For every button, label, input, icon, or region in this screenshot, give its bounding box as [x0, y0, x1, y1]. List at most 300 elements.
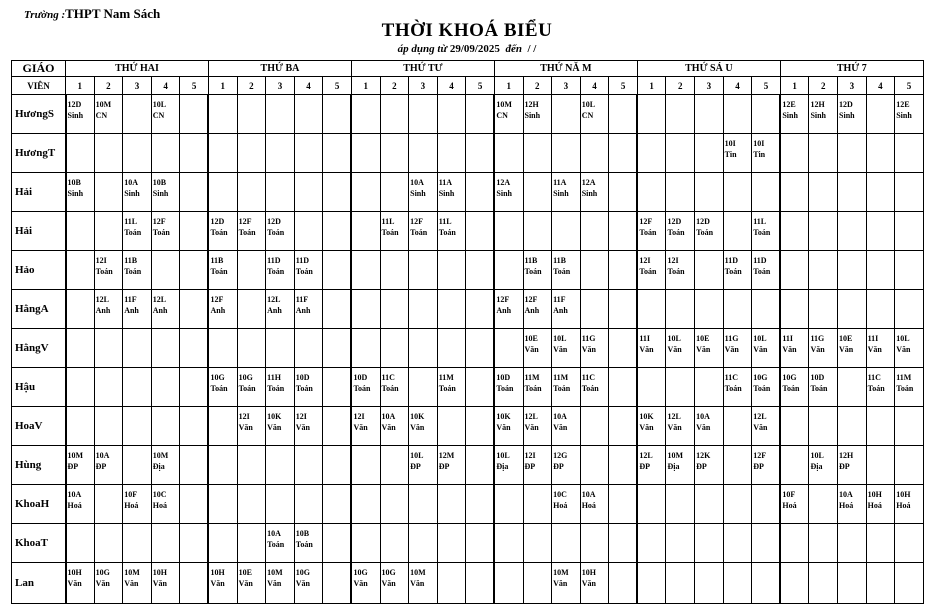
lesson-cell: [180, 95, 209, 134]
subject-name: Hoá: [124, 501, 139, 510]
class-code: 10K: [639, 412, 654, 421]
class-code: 12I: [353, 412, 365, 421]
lesson-cell: [351, 485, 380, 524]
subject-name: Văn: [410, 579, 425, 588]
lesson-cell: [752, 290, 781, 329]
subject-name: Sinh: [67, 111, 84, 120]
lesson-cell: [466, 524, 495, 563]
subject-name: ĐP: [639, 462, 651, 471]
subject-name: Văn: [67, 579, 82, 588]
subject-name: Hoá: [581, 501, 596, 510]
teacher-row: [12, 563, 924, 604]
lesson-cell: [323, 407, 352, 446]
class-code: 12H: [839, 451, 854, 460]
lesson-cell: [180, 407, 209, 446]
lesson-cell: [94, 329, 123, 368]
lesson-cell: [123, 407, 152, 446]
lesson-cell: [351, 173, 380, 212]
teacher-row: [12, 407, 924, 446]
lesson-cell: [780, 524, 809, 563]
lesson-cell: [66, 485, 95, 524]
subject-name: Văn: [753, 345, 768, 354]
lesson-cell: [552, 134, 581, 173]
lesson-cell: [866, 407, 895, 446]
lesson-cell: [723, 173, 752, 212]
class-code: 10G: [238, 373, 253, 382]
subject-name: Toán: [152, 228, 170, 237]
class-code: 10K: [410, 412, 425, 421]
lesson-cell: [94, 212, 123, 251]
class-code: 10K: [267, 412, 282, 421]
subject-name: Hoá: [553, 501, 568, 510]
lesson-cell: [409, 212, 438, 251]
teacher-row: [12, 329, 924, 368]
teacher-row: [12, 134, 924, 173]
period-number: 2: [94, 77, 123, 95]
lesson-cell: [609, 407, 638, 446]
class-code: 10A: [581, 490, 596, 499]
lesson-cell: [237, 134, 266, 173]
lesson-cell: [637, 95, 666, 134]
lesson-cell: [208, 290, 237, 329]
lesson-cell: [609, 290, 638, 329]
subject-name: Toán: [238, 384, 256, 393]
lesson-cell: [380, 290, 409, 329]
lesson-cell: [266, 251, 295, 290]
lesson-cell: [609, 524, 638, 563]
lesson-cell: [609, 95, 638, 134]
lesson-cell: [351, 212, 380, 251]
lesson-cell: [151, 251, 180, 290]
lesson-cell: [838, 95, 867, 134]
lesson-cell: [780, 212, 809, 251]
lesson-cell: [409, 563, 438, 604]
lesson-cell: [523, 563, 552, 604]
subject-name: Văn: [667, 423, 682, 432]
lesson-cell: [437, 446, 466, 485]
subject-name: Anh: [152, 306, 168, 315]
lesson-cell: [437, 134, 466, 173]
lesson-cell: [208, 524, 237, 563]
subject-name: Anh: [496, 306, 512, 315]
lesson-cell: [94, 524, 123, 563]
lesson-cell: [695, 563, 724, 604]
subject-name: Văn: [896, 345, 911, 354]
lesson-cell: [666, 368, 695, 407]
lesson-cell: [752, 524, 781, 563]
lesson-cell: [580, 329, 609, 368]
lesson-cell: [294, 251, 323, 290]
lesson-cell: [637, 290, 666, 329]
subject-name: ĐP: [410, 462, 421, 471]
subject-name: Văn: [753, 423, 768, 432]
lesson-cell: [809, 173, 838, 212]
class-code: 11I: [867, 334, 879, 343]
lesson-cell: [208, 446, 237, 485]
lesson-cell: [895, 446, 924, 485]
class-code: 10L: [810, 451, 824, 460]
period-number: 2: [523, 77, 552, 95]
lesson-cell: [409, 407, 438, 446]
subject-name: ĐP: [67, 462, 79, 471]
lesson-cell: [752, 173, 781, 212]
lesson-cell: [208, 485, 237, 524]
lesson-cell: [237, 524, 266, 563]
class-code: 10M: [124, 568, 140, 577]
lesson-cell: [695, 485, 724, 524]
lesson-cell: [637, 563, 666, 604]
lesson-cell: [180, 446, 209, 485]
subject-name: Văn: [353, 579, 368, 588]
lesson-cell: [809, 290, 838, 329]
class-code: 12L: [95, 295, 109, 304]
subject-name: CN: [152, 111, 165, 120]
lesson-cell: [323, 524, 352, 563]
lesson-cell: [866, 173, 895, 212]
class-code: 10M: [667, 451, 684, 460]
subject-name: Hoá: [896, 501, 911, 510]
lesson-cell: [838, 446, 867, 485]
applied-date-line: [0, 43, 934, 55]
lesson-cell: [437, 251, 466, 290]
lesson-cell: [895, 173, 924, 212]
lesson-cell: [380, 485, 409, 524]
lesson-cell: [180, 212, 209, 251]
teacher-name: Hùng: [12, 446, 66, 485]
lesson-cell: [580, 485, 609, 524]
subject-name: Toán: [381, 228, 399, 237]
subject-name: Toán: [867, 384, 885, 393]
period-number: 2: [380, 77, 409, 95]
subject-name: ĐP: [553, 462, 564, 471]
class-code: 11B: [524, 256, 538, 265]
subject-name: Toán: [753, 267, 771, 276]
subject-name: Sinh: [67, 189, 84, 198]
period-number: 5: [895, 77, 924, 95]
lesson-cell: [838, 485, 867, 524]
lesson-cell: [809, 563, 838, 604]
teacher-name: KhoaT: [12, 524, 66, 563]
lesson-cell: [780, 173, 809, 212]
lesson-cell: [266, 524, 295, 563]
lesson-cell: [666, 173, 695, 212]
lesson-cell: [552, 563, 581, 604]
lesson-cell: [895, 95, 924, 134]
lesson-cell: [695, 368, 724, 407]
lesson-cell: [437, 368, 466, 407]
lesson-cell: [123, 95, 152, 134]
lesson-cell: [838, 173, 867, 212]
subject-name: Toán: [724, 267, 742, 276]
class-code: 10G: [753, 373, 768, 382]
lesson-cell: [437, 290, 466, 329]
period-number: 1: [208, 77, 237, 95]
lesson-cell: [237, 563, 266, 604]
lesson-cell: [94, 407, 123, 446]
lesson-cell: [552, 212, 581, 251]
lesson-cell: [609, 563, 638, 604]
class-code: 12I: [238, 412, 250, 421]
lesson-cell: [237, 329, 266, 368]
lesson-cell: [294, 524, 323, 563]
lesson-cell: [780, 329, 809, 368]
lesson-cell: [895, 134, 924, 173]
period-header-row: [12, 77, 924, 95]
lesson-cell: [666, 95, 695, 134]
school-prefix: Trường :: [24, 9, 66, 21]
class-code: 11M: [896, 373, 912, 382]
class-code: 10M: [410, 568, 426, 577]
lesson-cell: [409, 134, 438, 173]
lesson-cell: [123, 134, 152, 173]
day-header: THỨ HAI: [66, 61, 209, 77]
subject-name: Văn: [210, 579, 225, 588]
lesson-cell: [409, 173, 438, 212]
lesson-cell: [609, 446, 638, 485]
lesson-cell: [123, 485, 152, 524]
class-code: 11C: [724, 373, 738, 382]
subject-name: Văn: [267, 579, 282, 588]
lesson-cell: [866, 329, 895, 368]
lesson-cell: [151, 485, 180, 524]
lesson-cell: [94, 563, 123, 604]
lesson-cell: [666, 407, 695, 446]
lesson-cell: [323, 95, 352, 134]
class-code: 12F: [639, 217, 653, 226]
lesson-cell: [66, 524, 95, 563]
lesson-cell: [637, 446, 666, 485]
subject-name: Văn: [553, 423, 568, 432]
teacher-row: [12, 290, 924, 329]
class-code: 11D: [267, 256, 281, 265]
lesson-cell: [752, 95, 781, 134]
lesson-cell: [723, 134, 752, 173]
subject-name: Văn: [639, 423, 654, 432]
class-code: 11C: [381, 373, 395, 382]
class-code: 12L: [753, 412, 767, 421]
lesson-cell: [123, 329, 152, 368]
timetable: [11, 60, 924, 604]
lesson-cell: [123, 368, 152, 407]
subject-name: Văn: [95, 579, 110, 588]
lesson-cell: [695, 329, 724, 368]
lesson-cell: [351, 446, 380, 485]
lesson-cell: [838, 212, 867, 251]
subject-name: CN: [496, 111, 508, 120]
lesson-cell: [351, 290, 380, 329]
lesson-cell: [580, 368, 609, 407]
class-code: 11M: [438, 373, 454, 382]
period-number: 1: [494, 77, 523, 95]
class-code: 11C: [581, 373, 596, 382]
lesson-cell: [66, 563, 95, 604]
class-code: 11D: [724, 256, 738, 265]
lesson-cell: [666, 251, 695, 290]
class-code: 10E: [524, 334, 538, 343]
lesson-cell: [780, 407, 809, 446]
class-code: 10C: [553, 490, 567, 499]
subject-name: Toán: [810, 384, 828, 393]
class-code: 11M: [524, 373, 540, 382]
lesson-cell: [552, 173, 581, 212]
lesson-cell: [437, 329, 466, 368]
period-number: 4: [580, 77, 609, 95]
lesson-cell: [695, 446, 724, 485]
teacher-name: Hải: [12, 173, 66, 212]
subject-name: Văn: [810, 345, 825, 354]
lesson-cell: [66, 251, 95, 290]
class-code: 12H: [524, 100, 539, 109]
class-code: 11F: [295, 295, 309, 304]
lesson-cell: [294, 368, 323, 407]
lesson-cell: [409, 485, 438, 524]
day-header: THỨ TƯ: [351, 61, 494, 77]
subject-name: Sinh: [152, 189, 169, 198]
lesson-cell: [666, 485, 695, 524]
subject-name: Anh: [267, 306, 282, 315]
lesson-cell: [637, 134, 666, 173]
lesson-cell: [780, 251, 809, 290]
subject-name: Toán: [753, 384, 771, 393]
lesson-cell: [294, 95, 323, 134]
school-name: THPT Nam Sách: [65, 6, 161, 21]
class-code: 11A: [438, 178, 453, 187]
subject-name: Toán: [124, 267, 142, 276]
teacher-row: [12, 446, 924, 485]
lesson-cell: [523, 251, 552, 290]
class-code: 10L: [581, 100, 596, 109]
lesson-cell: [752, 446, 781, 485]
lesson-cell: [151, 290, 180, 329]
class-code: 10F: [124, 490, 138, 499]
subject-name: Toán: [267, 228, 285, 237]
lesson-cell: [752, 485, 781, 524]
class-code: 12F: [496, 295, 510, 304]
teacher-name: Hảo: [12, 251, 66, 290]
lesson-cell: [895, 290, 924, 329]
lesson-cell: [294, 407, 323, 446]
lesson-cell: [637, 212, 666, 251]
class-code: 11B: [553, 256, 566, 265]
lesson-cell: [266, 329, 295, 368]
lesson-cell: [895, 251, 924, 290]
lesson-cell: [580, 251, 609, 290]
subject-name: Toán: [581, 384, 599, 393]
period-number: 2: [809, 77, 838, 95]
applied-to-date: / /: [527, 43, 537, 55]
lesson-cell: [351, 251, 380, 290]
lesson-cell: [323, 173, 352, 212]
lesson-cell: [552, 251, 581, 290]
class-code: 10L: [667, 334, 681, 343]
class-code: 12F: [753, 451, 767, 460]
lesson-cell: [294, 290, 323, 329]
period-number: 3: [838, 77, 867, 95]
subject-name: Toán: [124, 228, 142, 237]
class-code: 10L: [896, 334, 910, 343]
lesson-cell: [409, 329, 438, 368]
lesson-cell: [180, 173, 209, 212]
class-code: 10M: [267, 568, 283, 577]
lesson-cell: [809, 95, 838, 134]
lesson-cell: [123, 290, 152, 329]
subject-name: Anh: [124, 306, 139, 315]
class-code: 10M: [553, 568, 569, 577]
lesson-cell: [323, 212, 352, 251]
day-header: THỨ NĂ M: [494, 61, 637, 77]
lesson-cell: [723, 524, 752, 563]
class-code: 11G: [724, 334, 739, 343]
subject-name: Toán: [696, 228, 714, 237]
lesson-cell: [294, 173, 323, 212]
class-code: 10L: [152, 100, 167, 109]
class-code: 10A: [67, 490, 82, 499]
lesson-cell: [895, 212, 924, 251]
lesson-cell: [695, 212, 724, 251]
lesson-cell: [466, 251, 495, 290]
class-code: 11B: [124, 256, 138, 265]
lesson-cell: [466, 563, 495, 604]
lesson-cell: [809, 212, 838, 251]
lesson-cell: [151, 368, 180, 407]
class-code: 10B: [295, 529, 310, 538]
lesson-cell: [752, 368, 781, 407]
class-code: 10D: [295, 373, 310, 382]
lesson-cell: [180, 368, 209, 407]
teacher-name: Hải: [12, 212, 66, 251]
lesson-cell: [723, 251, 752, 290]
lesson-cell: [66, 134, 95, 173]
subject-name: Hoá: [839, 501, 854, 510]
subject-name: Sinh: [524, 111, 541, 120]
lesson-cell: [809, 251, 838, 290]
lesson-cell: [380, 134, 409, 173]
lesson-cell: [494, 407, 523, 446]
class-code: 12G: [553, 451, 568, 460]
subject-name: Văn: [696, 423, 711, 432]
subject-name: Văn: [667, 345, 682, 354]
lesson-cell: [294, 446, 323, 485]
lesson-cell: [494, 95, 523, 134]
lesson-cell: [66, 368, 95, 407]
subject-name: Văn: [839, 345, 854, 354]
class-code: 11F: [124, 295, 137, 304]
lesson-cell: [838, 290, 867, 329]
period-number: 3: [123, 77, 152, 95]
class-code: 12D: [210, 217, 225, 226]
lesson-cell: [609, 368, 638, 407]
lesson-cell: [609, 485, 638, 524]
subject-name: Văn: [381, 423, 396, 432]
class-code: 10H: [152, 568, 168, 577]
subject-name: Toán: [724, 384, 742, 393]
subject-name: Toán: [667, 228, 685, 237]
lesson-cell: [380, 368, 409, 407]
lesson-cell: [838, 368, 867, 407]
class-code: 11F: [553, 295, 566, 304]
lesson-cell: [380, 173, 409, 212]
teacher-name: HằngV: [12, 329, 66, 368]
class-code: 11I: [639, 334, 651, 343]
day-header: THỨ 7: [780, 61, 923, 77]
lesson-cell: [723, 563, 752, 604]
subject-name: Địa: [667, 462, 680, 471]
subject-name: Toán: [524, 267, 542, 276]
subject-name: Văn: [524, 423, 539, 432]
subject-name: Sinh: [839, 111, 855, 120]
teacher-name: KhoaH: [12, 485, 66, 524]
teacher-row: [12, 485, 924, 524]
